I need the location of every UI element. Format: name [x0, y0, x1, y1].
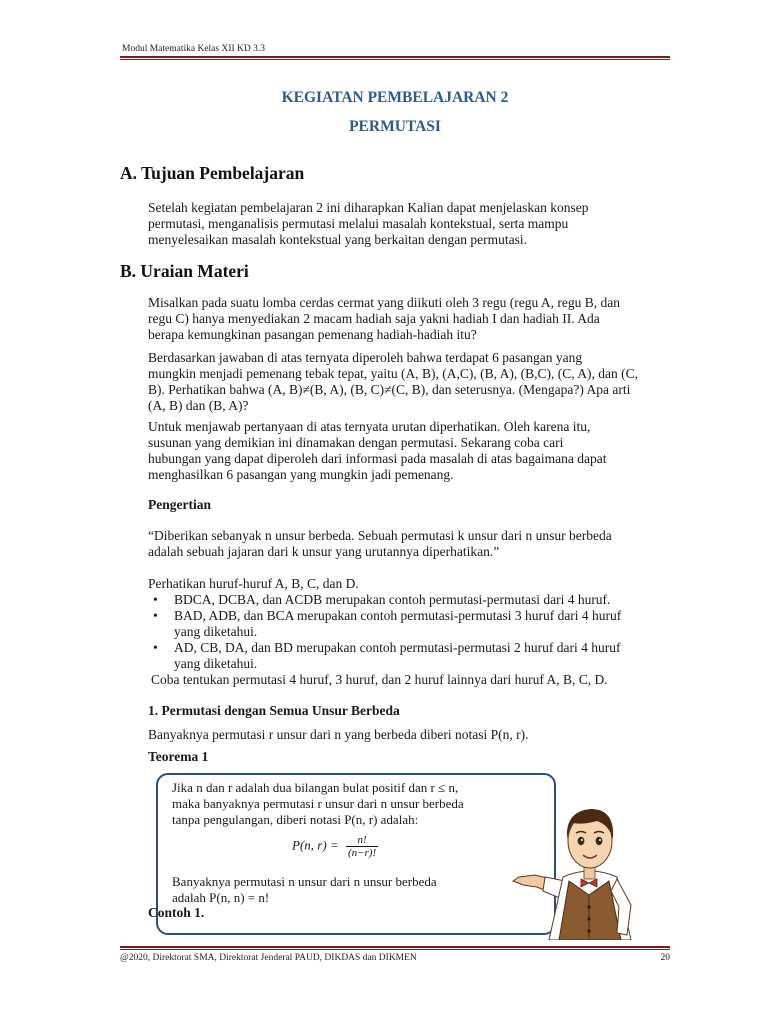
footer-text: @2020, Direktorat SMA, Direktorat Jenderal PAUD, DIKDAS dan DIKMEN: [120, 953, 417, 963]
header-rule-thin: [120, 59, 670, 60]
section-a-heading: A. Tujuan Pembelajaran: [120, 163, 305, 183]
list-item: • BAD, ADB, dan BCA merupakan contoh permutasi-permutasi 3 huruf dari 4 huruf yang diketahui.: [153, 608, 622, 639]
notation-text: Banyaknya permutasi r unsur dari n yang berbeda diberi notasi P(n, r).: [148, 727, 529, 742]
teacher-illustration: [505, 795, 655, 940]
header-rule: [120, 56, 670, 58]
contoh-label: Contoh 1.: [148, 905, 205, 920]
list-item: • BDCA, DCBA, dan ACDB merupakan contoh permutasi-permutasi dari 4 huruf.: [153, 592, 611, 607]
pengertian-heading: Pengertian: [148, 497, 211, 512]
section-a-paragraph: Setelah kegiatan pembelajaran 2 ini diharapkan Kalian dapat menjelaskan konsep permutasi, menganalisis permutasi melalui masalah kontekstual, serta mampu menyelesaikan masalah kontekstual yang berkaitan dengan permutasi.: [148, 200, 589, 247]
teorema-label: Teorema 1: [148, 749, 209, 764]
exercise-prompt: Coba tentukan permutasi 4 huruf, 3 huruf, dan 2 huruf lainnya dari huruf A, B, C, D.: [151, 672, 608, 687]
page-number: 20: [660, 953, 670, 963]
bullet-icon: •: [153, 640, 158, 655]
theorem-text: Jika n dan r adalah dua bilangan bulat positif dan r ≤ n, maka banyaknya permutasi r unsur dari n unsur berbeda tanpa pengulangan, diberi notasi P(n, r) adalah:: [172, 780, 464, 827]
footer-rule: [120, 946, 670, 948]
subsection-1-heading: 1. Permutasi dengan Semua Unsur Berbeda: [148, 703, 400, 718]
topic-title: PERMUTASI: [349, 118, 441, 135]
definition-text: “Diberikan sebanyak n unsur berbeda. Sebuah permutasi k unsur dari n unsur berbeda adalah sebuah jajaran dari k unsur yang urutannya diperhatikan.”: [148, 528, 612, 559]
header-text: Modul Matematika Kelas XII KD 3.3: [122, 44, 265, 54]
formula-denominator: (n−r)!: [347, 847, 377, 859]
section-b-paragraph-1: Misalkan pada suatu lomba cerdas cermat yang diikuti oleh 3 regu (regu A, regu B, dan regu C) hanya menyediakan 2 macam hadiah saja yakni hadiah I dan hadiah II. Ada berapa kemungkinan pasangan pemenang hadiah-hadiah itu?: [148, 295, 620, 342]
permutation-formula: P(n, r) = $\frac{n!}{(n-r)!}$: [292, 834, 377, 859]
bullet-icon: •: [153, 592, 158, 607]
footer-rule-thin: [120, 949, 670, 950]
bullet-icon: •: [153, 608, 158, 623]
list-item: • AD, CB, DA, dan BD merupakan contoh permutasi-permutasi 2 huruf dari 4 huruf yang diketahui.: [153, 640, 621, 671]
letters-intro: Perhatikan huruf-huruf A, B, C, dan D.: [148, 576, 359, 591]
section-b-paragraph-2: Berdasarkan jawaban di atas ternyata diperoleh bahwa terdapat 6 pasangan yang mungkin menjadi pemenang tebak tepat, yaitu (A, B), (A,C), (B, A), (B,C), (C, A), dan (C, B). Perhatikan bahwa (A, B)≠(B, A), (B, C)≠(C, B), dan seterusnya. (Mengapa?) Apa arti (A, B) dan (B, A)?: [148, 350, 639, 413]
formula-numerator: n!: [346, 834, 378, 847]
section-b-heading: B. Uraian Materi: [120, 261, 249, 281]
activity-title: KEGIATAN PEMBELAJARAN 2: [281, 89, 509, 106]
theorem-corollary: Banyaknya permutasi n unsur dari n unsur berbeda adalah P(n, n) = n!: [172, 874, 437, 905]
section-b-paragraph-3: Untuk menjawab pertanyaan di atas ternyata urutan diperhatikan. Oleh karena itu, susunan yang demikian ini dinamakan dengan permutasi. Sekarang coba cari hubungan yang dapat diperoleh dari informasi pada masalah di atas bagaimana dapat menghasilkan 6 pasangan yang mungkin jadi pemenang.: [148, 419, 607, 482]
